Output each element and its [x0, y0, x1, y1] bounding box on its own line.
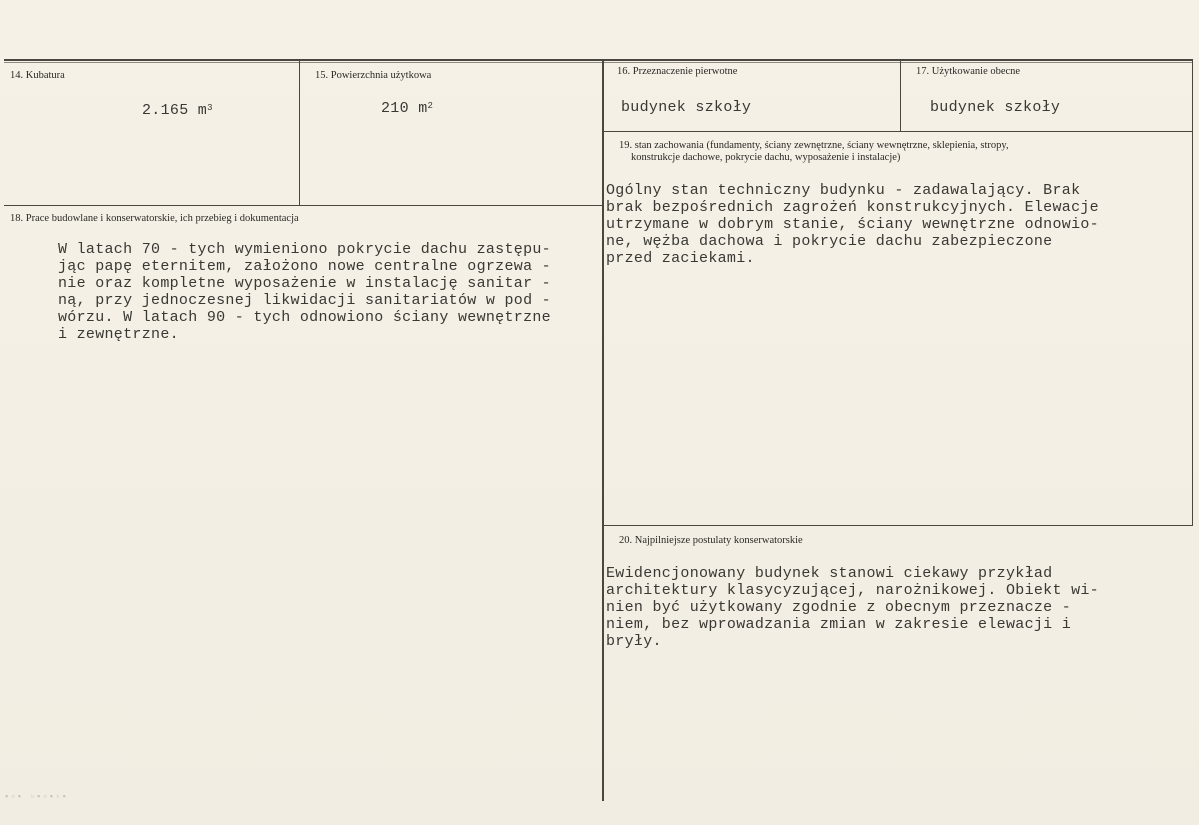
divider-14-15	[299, 61, 300, 205]
field-20-line: architektury klasycyzującej, narożnikowej. Obiekt wi-	[606, 582, 1099, 599]
rule-under-14-15	[4, 205, 602, 206]
divider-16-17	[900, 61, 901, 131]
field-19-label-line1: 19. stan zachowania (fundamenty, ściany zewnętrzne, ściany wewnętrzne, sklepienia, stropy,	[619, 140, 1009, 151]
field-19-label-line2: konstrukcje dachowe, pokrycie dachu, wyposażenie i instalacje)	[631, 152, 901, 163]
field-18-label: 18. Prace budowlane i konserwatorskie, ich przebieg i dokumentacja	[10, 213, 299, 224]
center-divider	[602, 61, 604, 801]
field-18-text	[58, 241, 551, 343]
field-15-unit-sup: 2	[427, 101, 434, 111]
field-20-line: niem, bez wprowadzania zmian w zakresie elewacji i	[606, 616, 1072, 633]
field-19-line: ne, wężba dachowa i pokrycie dachu zabezpieczone	[606, 233, 1053, 250]
field-19-line: Ogólny stan techniczny budynku - zadawalający. Brak	[606, 182, 1081, 199]
field-14-value-text: 2.165 m	[142, 102, 208, 119]
field-16-value: budynek szkoły	[621, 99, 752, 116]
field-18-line: ną, przy jednoczesnej likwidacji sanitariatów w pod -	[58, 292, 551, 309]
top-rule-second	[4, 62, 1193, 63]
field-18-line: wórzu. W latach 90 - tych odnowiono ściany wewnętrzne	[58, 309, 551, 326]
field-20-label: 20. Najpilniejsze postulaty konserwatorskie	[619, 535, 803, 546]
field-14-value	[142, 102, 213, 119]
field-19-line: utrzymane w dobrym stanie, ściany wewnętrzne odnowio-	[606, 216, 1099, 233]
field-20-line: bryły.	[606, 633, 662, 650]
top-rule	[4, 59, 1193, 61]
right-edge	[1192, 61, 1193, 526]
field-20-line: Ewidencjonowany budynek stanowi ciekawy przykład	[606, 565, 1053, 582]
field-18-line: W latach 70 - tych wymieniono pokrycie dachu zastępu-	[58, 241, 551, 258]
rule-under-19	[604, 525, 1193, 526]
field-19-line: przed zaciekami.	[606, 250, 755, 267]
rule-under-16-17	[604, 131, 1193, 132]
field-17-value: budynek szkoły	[930, 99, 1061, 116]
field-15-value	[381, 100, 433, 117]
field-20-text	[606, 565, 1099, 650]
field-18-line: jąc papę eternitem, założono nowe centralne ogrzewa -	[58, 258, 551, 275]
field-16-label: 16. Przeznaczenie pierwotne	[617, 66, 738, 77]
field-17-label: 17. Użytkowanie obecne	[916, 66, 1021, 77]
field-18-line: i zewnętrzne.	[58, 326, 179, 343]
faint-bleed-through-mark: ▪▫▪ ▫▪▫▪▫▪	[4, 792, 69, 802]
field-18-line: nie oraz kompletne wyposażenie w instalację sanitar -	[58, 275, 551, 292]
field-20-line: nien być użytkowany zgodnie z obecnym przeznacze -	[606, 599, 1072, 616]
field-19-line: brak bezpośrednich zagrożeń konstrukcyjnych. Elewacje	[606, 199, 1099, 216]
field-15-label: 15. Powierzchnia użytkowa	[315, 70, 432, 81]
field-15-value-text: 210 m	[381, 100, 428, 117]
field-14-unit-sup: 3	[207, 103, 213, 113]
field-14-label: 14. Kubatura	[10, 70, 65, 81]
field-19-text	[606, 182, 1099, 267]
